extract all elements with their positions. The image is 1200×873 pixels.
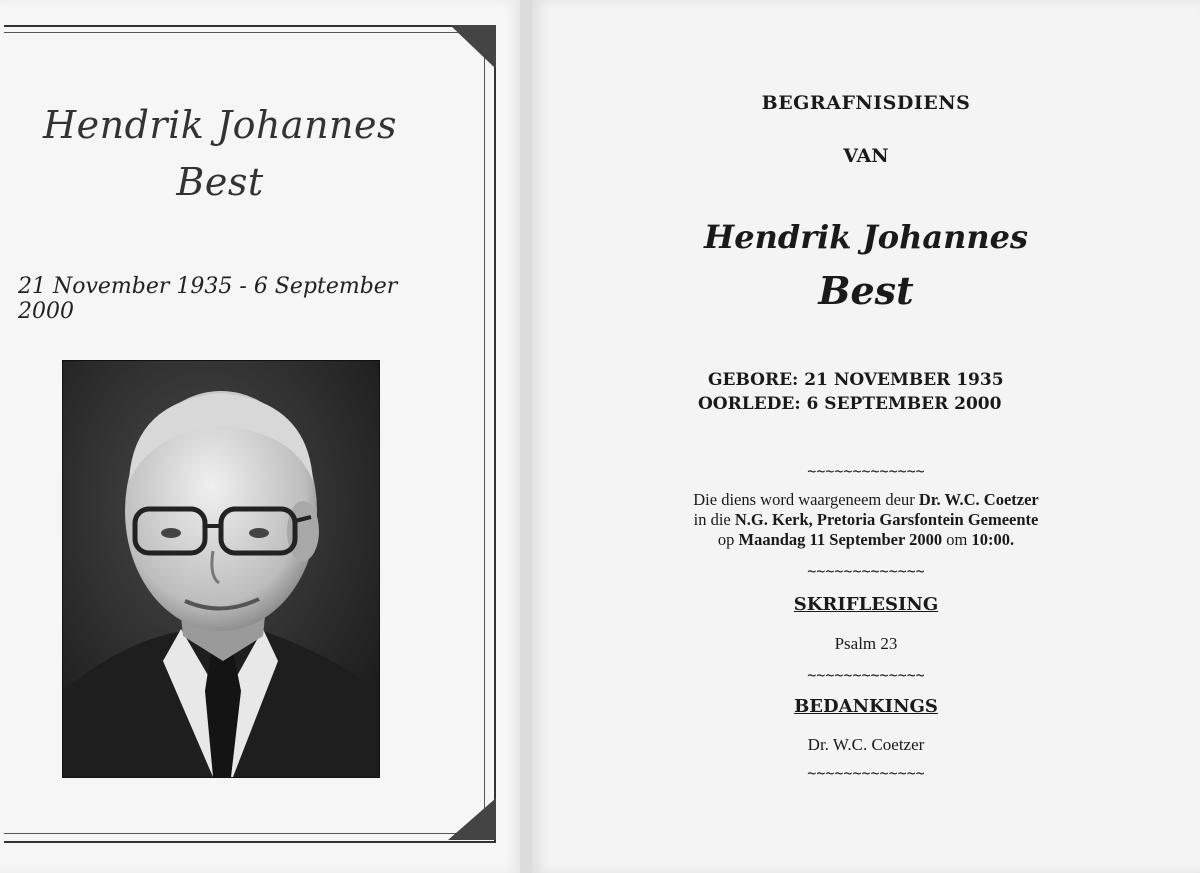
page-gutter — [520, 0, 532, 873]
thanks-name: Dr. W.C. Coetzer — [807, 735, 925, 754]
divider-1: ~~~~~~~~~~~~~ — [807, 462, 925, 480]
service-officiant-line — [532, 490, 1200, 510]
program-title: BEGRAFNISDIENS — [761, 92, 971, 114]
scripture-reading: Psalm 23 — [834, 634, 898, 653]
service-time: 10:00. — [971, 530, 1015, 549]
portrait-photo — [62, 360, 380, 778]
divider-4: ~~~~~~~~~~~~~ — [807, 764, 925, 782]
cover-name-last: Best — [176, 160, 264, 204]
death-date: OORLEDE: 6 SEPTEMBER 2000 — [698, 394, 1002, 414]
program-name-last: Best — [818, 268, 914, 313]
service-officiant-name: Dr. W.C. Coetzer — [918, 490, 1039, 509]
program-name-first: Hendrik Johannes — [704, 218, 1028, 256]
service-date-prefix: op — [717, 530, 739, 549]
service-datetime-line — [532, 530, 1200, 550]
frame-corner-ornament-bottom — [448, 798, 496, 840]
cover-name-first: Hendrik Johannes — [42, 103, 398, 147]
divider-3: ~~~~~~~~~~~~~ — [807, 666, 925, 684]
service-location-name: N.G. Kerk, Pretoria Garsfontein Gemeente — [734, 510, 1039, 529]
frame-corner-ornament-top — [450, 25, 496, 69]
service-location-prefix: in die — [693, 510, 735, 529]
program-van: VAN — [843, 145, 889, 167]
cover-life-dates: 21 November 1935 - 6 September 2000 — [18, 274, 398, 324]
scripture-heading: SKRIFLESING — [793, 594, 939, 615]
service-location-line — [532, 510, 1200, 530]
service-date: Maandag 11 September 2000 — [738, 530, 943, 549]
portrait-illustration — [63, 361, 379, 777]
divider-2: ~~~~~~~~~~~~~ — [807, 562, 925, 580]
thanks-heading: BEDANKINGS — [794, 696, 938, 717]
service-officiant-prefix: Die diens word waargeneem deur — [693, 490, 919, 509]
service-time-prefix: om — [942, 530, 972, 549]
birth-date: GEBORE: 21 NOVEMBER 1935 — [708, 370, 1004, 390]
